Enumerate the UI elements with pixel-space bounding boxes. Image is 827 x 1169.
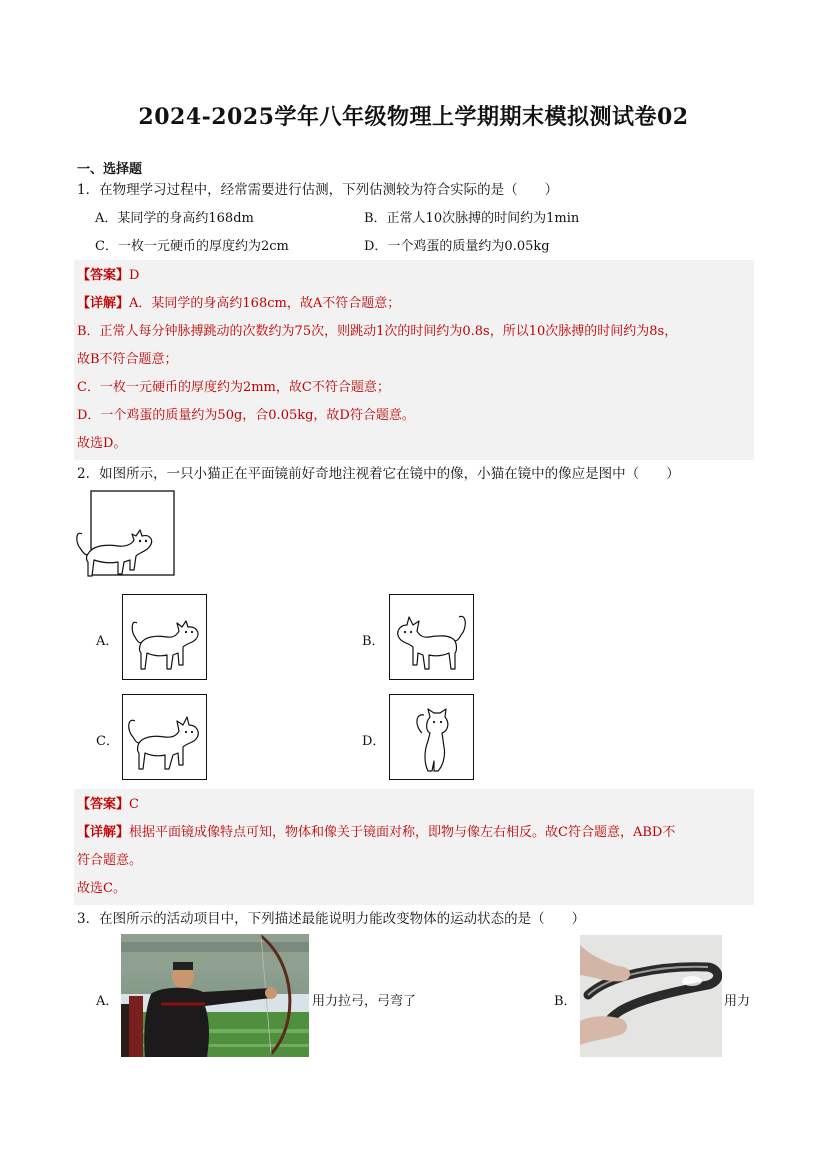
q3-option-a-photo[interactable]	[121, 934, 309, 1057]
q2-detail-line-3: 故选C。	[77, 881, 126, 896]
archer-photo	[121, 934, 309, 1057]
q1-detail-line-5: D．一个鸡蛋的质量约为50g，合0.05kg，故D符合题意。	[77, 408, 415, 423]
q1-detail-tag: 【详解】	[77, 296, 130, 311]
q3-label-a: A．	[96, 994, 119, 1009]
q2-option-a-figure[interactable]	[122, 594, 207, 680]
q2-detail-line-1	[77, 821, 675, 840]
q1-detail-line-1	[77, 292, 400, 311]
q1-option-d: D．一个鸡蛋的质量约为0.05kg	[364, 239, 550, 254]
q2-answer-tag: 【答案】	[77, 797, 130, 812]
q2-label-c: C．	[96, 734, 119, 749]
cat-mirrored-icon	[123, 695, 206, 779]
q2-answer-panel	[74, 789, 754, 905]
q3-caption-a: 用力拉弓，弓弯了	[312, 994, 417, 1009]
q2-stem: 2．如图所示，一只小猫正在平面镜前好奇地注视着它在镜中的像，小猫在镜中的像应是图中（ ）	[77, 466, 680, 482]
q3-label-b: B．	[554, 994, 577, 1009]
page-title: 2024-2025学年八年级物理上学期期末模拟测试卷02	[138, 104, 689, 130]
q2-main-figure	[74, 490, 176, 584]
q1-option-b: B．正常人10次脉搏的时间约为1min	[364, 211, 580, 226]
q3-caption-b: 用力	[724, 994, 751, 1009]
cat-front-view-icon	[390, 695, 473, 779]
q2-answer-value: C	[129, 797, 139, 812]
q2-label-b: B．	[362, 634, 385, 649]
q2-option-d-figure[interactable]	[389, 694, 474, 780]
q2-label-a: A．	[96, 634, 119, 649]
q1-detail-line-4: C．一枚一元硬币的厚度约为2mm，故C不符合题意；	[77, 380, 390, 395]
q3-stem: 3．在图所示的活动项目中，下列描述最能说明力能改变物体的运动状态的是（ ）	[77, 911, 586, 927]
q2-detail-line-2: 符合题意。	[77, 853, 143, 868]
q1-option-c: C．一枚一元硬币的厚度约为2cm	[95, 239, 289, 254]
q3-option-b-photo[interactable]	[580, 935, 722, 1057]
q1-option-a: A．某同学的身高约168dm	[95, 211, 254, 226]
q1-answer-value: D	[129, 268, 140, 283]
cat-facing-left-icon	[390, 595, 473, 679]
q1-detail-line-2: B．正常人每分钟脉搏跳动的次数约为75次，则跳动1次的时间约为0.8s，所以10次脉搏的时间约为8s，	[77, 324, 678, 339]
q2-label-d: D．	[362, 734, 386, 749]
q2-option-c-figure[interactable]	[122, 694, 207, 780]
bent-steel-ruler-photo	[580, 935, 722, 1057]
q1-detail-line-3: 故B不符合题意；	[77, 352, 178, 367]
cat-facing-right-icon	[123, 595, 206, 679]
q1-detail-line-6: 故选D。	[77, 436, 127, 451]
q1-detail-text-1: A．某同学的身高约168cm，故A不符合题意；	[129, 296, 401, 311]
q2-detail-text-1: 根据平面镜成像特点可知，物体和像关于镜面对称，即物与像左右相反。故C符合题意，ABD不	[129, 825, 676, 840]
q1-answer-tag: 【答案】	[77, 268, 130, 283]
q2-answer	[77, 793, 139, 812]
q2-detail-tag: 【详解】	[77, 825, 130, 840]
section-heading: 一、选择题	[77, 162, 143, 177]
q1-stem: 1．在物理学习过程中，经常需要进行估测，下列估测较为符合实际的是（ ）	[77, 182, 559, 198]
q2-option-b-figure[interactable]	[389, 594, 474, 680]
q1-answer	[77, 264, 139, 283]
cat-at-mirror-figure	[74, 490, 176, 584]
